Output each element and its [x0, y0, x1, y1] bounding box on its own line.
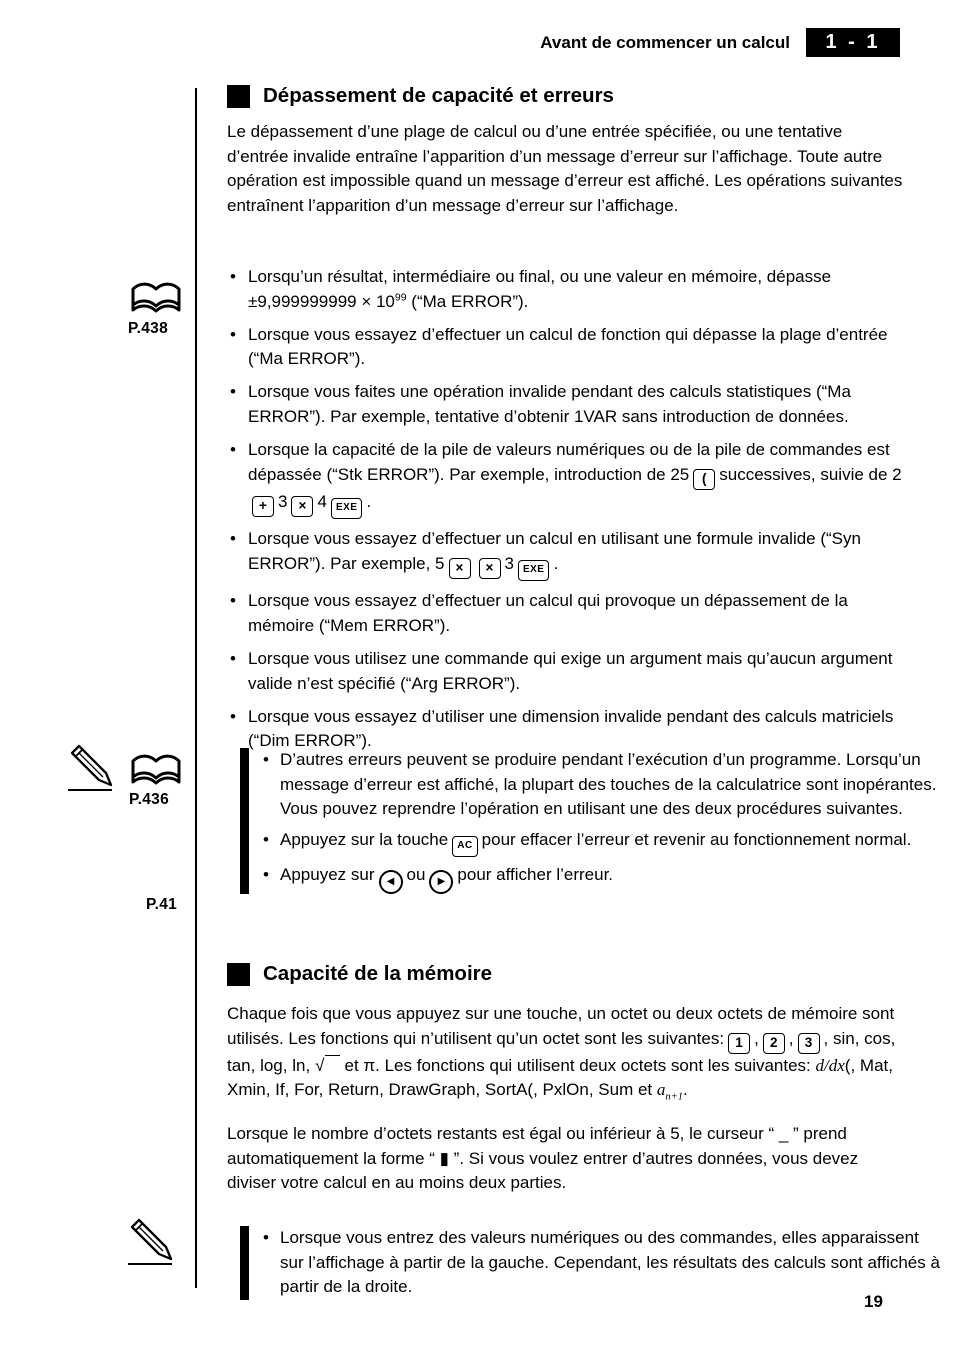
bullet-text: .	[366, 491, 372, 511]
page-reference-41: P.41	[146, 896, 178, 913]
bullet-text: Lorsque la capacité de la pile de valeurs numériques ou de la pile de commandes est dépassée (“Stk ERROR”). Par exemple, introduction de 25	[248, 440, 890, 484]
paragraph-text: et π. Les fonctions qui utilisent deux octets sont les suivantes:	[344, 1055, 811, 1075]
list-item	[227, 527, 905, 581]
error-bullet-list	[227, 265, 905, 762]
bullet-text: Lorsque vous faites une opération invalide pendant des calculs statistiques (“Ma ERROR”). Par exemple, tentative d’obtenir 1VAR sans introduction de données.	[248, 382, 851, 426]
note-text: pour afficher l’erreur.	[457, 864, 614, 884]
note-text: Lorsque vous entrez des valeurs numériques ou des commandes, elles apparaissent sur l’affichage à partir de la gauche. Cependant, les résultats des calculs sont affichés à partir de la droite.	[280, 1228, 940, 1297]
list-item	[227, 589, 905, 638]
bullet-text: Lorsque vous essayez d’utiliser une dimension invalide pendant des calculs matriciels (“Dim ERROR”).	[248, 706, 894, 751]
page-number: 19	[864, 1292, 883, 1311]
paragraph-text: .	[682, 1080, 688, 1100]
paragraph-text: , sin, cos, tan, log, ln,	[227, 1028, 896, 1075]
page-header	[0, 28, 900, 57]
one-key-icon: 1	[728, 1033, 750, 1054]
three-key-icon: 3	[798, 1033, 820, 1054]
chapter-badge: 1 - 1	[806, 28, 900, 57]
page-reference-436: P.436	[129, 791, 170, 808]
sequence-notation: a	[656, 1080, 666, 1100]
note-text: Appuyez sur	[280, 864, 375, 884]
note-item	[263, 863, 941, 894]
section-heading-memory	[227, 962, 905, 986]
replay-right-key-icon: ▶	[429, 870, 453, 894]
list-item	[227, 265, 905, 314]
book-icon	[130, 752, 182, 790]
note-item	[263, 1226, 941, 1300]
bullet-text: (“Ma ERROR”).	[406, 291, 529, 311]
paragraph-text: ,	[788, 1028, 794, 1048]
bullet-text: .	[553, 553, 559, 573]
exe-key-icon: EXE	[331, 498, 363, 519]
sqrt-glyph: √	[315, 1055, 325, 1075]
list-item	[227, 705, 905, 754]
exe-key-icon: EXE	[518, 560, 550, 581]
sqrt-vinculum	[325, 1055, 340, 1067]
list-item	[227, 438, 905, 519]
note-text: ou	[406, 864, 426, 884]
bullet-text: Lorsqu’un résultat, intermédiaire ou final, ou une valeur en mémoire, dépasse ±9,999999999 × 10	[248, 267, 832, 311]
header-context-title: Avant de commencer un calcul	[540, 32, 790, 52]
bullet-text: Lorsque vous essayez d’effectuer un calcul de fonction qui dépasse la plage d’entrée (“Ma ERROR”).	[248, 324, 888, 369]
multiply-key-icon: ×	[479, 558, 501, 579]
bullet-text: 4	[317, 491, 327, 511]
note-block-memory	[240, 1226, 941, 1300]
list-item	[227, 323, 905, 372]
open-paren-key-icon: (	[693, 469, 715, 490]
note-block-errors	[240, 748, 941, 894]
paragraph-text: ,	[754, 1028, 759, 1048]
exponent-99: 99	[394, 290, 407, 303]
pencil-icon	[124, 1216, 190, 1270]
bullet-text: 3	[504, 553, 514, 573]
memory-paragraph-1	[227, 1002, 905, 1103]
memory-paragraph-2: Lorsque le nombre d’octets restants est égal ou inférieur à 5, le curseur “ _ ” prend automatiquement la forme “ ▮ ”. Si vous voulez entrer d’autres données, vous devez diviser votre calcul en au moins deux parties.	[227, 1124, 859, 1193]
multiply-key-icon: ×	[449, 558, 471, 579]
plus-key-icon: +	[252, 496, 274, 517]
note-text: pour effacer l’erreur et revenir au fonctionnement normal.	[481, 829, 912, 849]
section-heading-text: Dépassement de capacité et erreurs	[263, 84, 614, 107]
note-text: D’autres erreurs peuvent se produire pendant l’exécution d’un programme. Lorsqu’un message d’erreur est affiché, la plupart des touches de la calculatrice sont inopérantes. Vous pouvez reprendre l’opération en utilisant une des deux procédures suivantes.	[280, 750, 937, 819]
replay-left-key-icon: ◀	[379, 870, 403, 894]
margin-divider-line	[195, 88, 197, 1288]
book-icon	[130, 280, 182, 318]
note-text: Appuyez sur la touche	[280, 829, 449, 849]
list-item	[227, 380, 905, 429]
section-heading-text: Capacité de la mémoire	[263, 962, 493, 985]
paragraph-text: (, Mat, Xmin, If, For, Return, DrawGraph, SortA(, PxlOn, Sum et	[227, 1055, 893, 1100]
ac-key-icon: AC	[452, 836, 477, 857]
multiply-key-icon: ×	[291, 496, 313, 517]
two-key-icon: 2	[763, 1033, 785, 1054]
heading-square-bullet	[227, 85, 250, 108]
page-reference-438: P.438	[128, 320, 169, 337]
heading-square-bullet	[227, 963, 250, 986]
intro-paragraph: Le dépassement d’une plage de calcul ou d’une entrée spécifiée, ou une tentative d’entrée invalide entraîne l’apparition d’un message d’erreur sur l’affichage. Toute autre opération est impossible quand un message d’erreur est affiché. Les opérations suivantes entraînent l’apparition d’un message d’erreur sur l’affichage.	[227, 122, 903, 215]
paragraph-text: Chaque fois que vous appuyez sur une touche, un octet ou deux octets de mémoire sont utilisés. Les fonctions qui n’utilisent qu’un octet sont les suivantes:	[227, 1004, 895, 1048]
section-heading-errors	[227, 84, 905, 108]
sequence-subscript: n+1	[665, 1091, 683, 1103]
bullet-text: 3	[278, 491, 288, 511]
list-item	[227, 647, 905, 696]
bullet-text: Lorsque vous essayez d’effectuer un calcul en utilisant une formule invalide (“Syn ERROR”). Par exemple, 5	[248, 529, 861, 573]
sqrt-icon	[315, 1056, 339, 1075]
derivative-notation: d/dx	[815, 1055, 845, 1075]
bullet-text: Lorsque vous essayez d’effectuer un calcul qui provoque un dépassement de la mémoire (“Mem ERROR”).	[248, 591, 848, 635]
note-item	[263, 748, 941, 822]
bullet-text: Lorsque vous utilisez une commande qui exige un argument mais qu’aucun argument valide n’est spécifié (“Arg ERROR”).	[248, 648, 893, 693]
note-item	[263, 828, 941, 857]
bullet-text: successives, suivie de 2	[719, 464, 902, 484]
pencil-icon	[64, 742, 130, 796]
